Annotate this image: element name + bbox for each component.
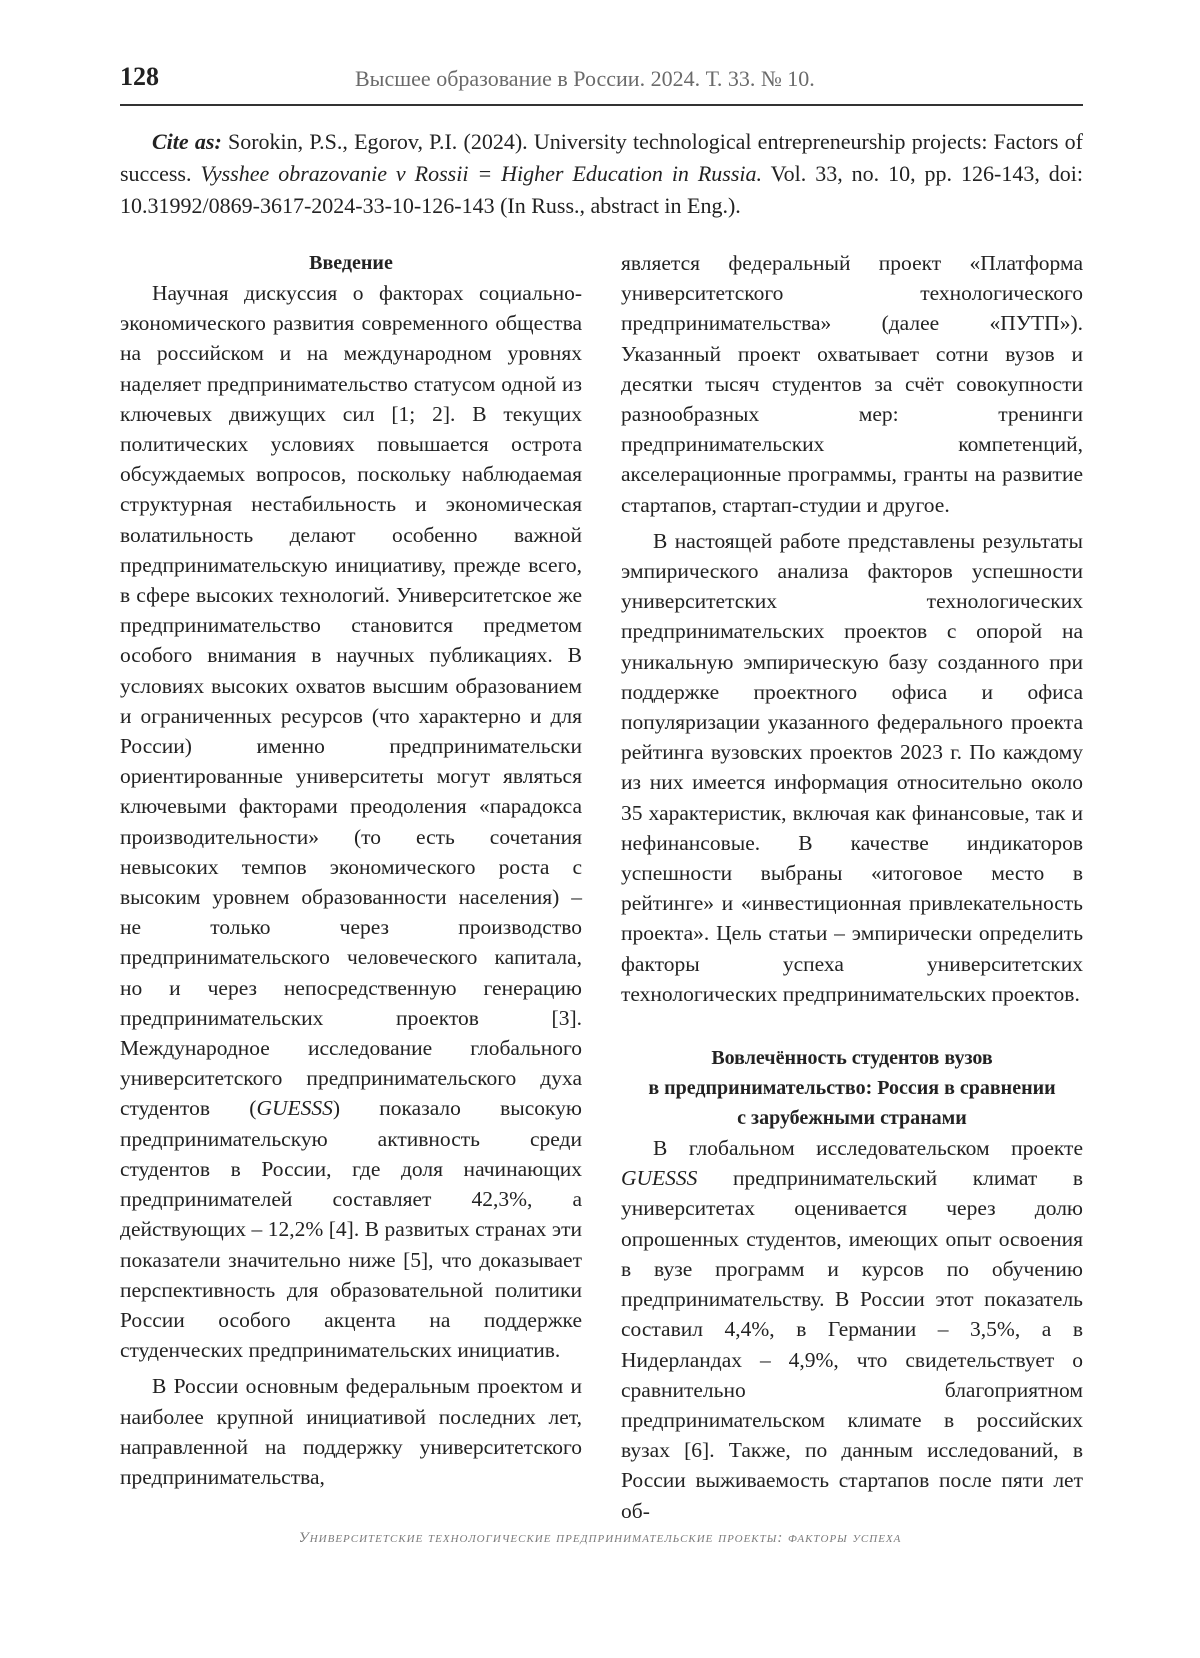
citation-label: Cite as: [152,129,222,154]
header-rule [120,104,1083,106]
paragraph [621,1133,1083,1526]
paragraph-continued: является федеральный проект «Платформа университетского технологического предпринимательства» (далее «ПУТП»). Указанный проект охватывает сотни вузов и десятки тысяч студентов за счёт совокупности разнообразных мер: тренинги предпринимательских компетенций, акселерационные программы, гранты на развитие стартапов, стартап-студии и другое. [621,251,1083,517]
paragraph [120,278,582,1365]
guesss-term: GUESSS [256,1096,333,1121]
paragraph-text: предпринимательский климат в университетах оценивается через долю опрошенных студентов, имеющих опыт освоения в вузе программ и курсов по обучению предпринимательству. В России этот показатель составил 4,4%, в Германии – 3,5%, а в Нидерландах – 4,9%, что свидетельствует о сравнительно благоприятном предпринимательском климате в российских вузах [6]. Также, по данным исследований, в России выживаемость стартапов после пяти лет об- [621,1166,1083,1523]
running-header: Высшее образование в России. 2024. Т. 33. № 10. [355,66,815,91]
paragraph-text: ) показало высокую предпринимательскую активность среди студентов в России, где доля начинающих предпринимателей составляет 42,3%, а действующих – 12,2% [4]. В развитых странах эти показатели значительно ниже [5], что доказывает перспективность для образовательной политики России особого акцента на поддержке студенческих предпринимательских инициатив. [120,1096,582,1363]
guesss-term: GUESSS [621,1166,698,1191]
paragraph: В России основным федеральным проектом и наиболее крупной инициативой последних лет, направленной на поддержку университетского предпринимательства, [120,1374,582,1489]
running-footer: Университетские технологические предпринимательские проекты: факторы успеха [298,1530,902,1546]
citation-block [120,126,1083,222]
right-column [621,248,1083,1526]
heading-line: с зарубежными странами [737,1107,967,1130]
citation-journal-title: Vysshee obrazovanie v Rossii = Higher Education in Russia. [200,161,763,186]
citation-details: Vol. 33, no. 10, pp. 126-143, doi: 10.31992/0869-3617-2024-33-10-126-143 (In Russ., abstract in Eng.). [120,161,1083,218]
paragraph: В настоящей работе представлены результаты эмпирического анализа факторов успешности университетских технологических предпринимательских проектов с опорой на уникальную эмпирическую базу созданного при поддержке проектного офиса и офиса популяризации указанного федерального проекта рейтинга вузовских проектов 2023 г. По каждому из них имеется информация относительно около 35 характеристик, включая как финансовые, так и нефинансовые. В качестве индикаторов успешности выбраны «итоговое место в рейтинге» и «инвестиционная привлекательность проекта». Цель статьи – эмпирически определить факторы успеха университетских технологических предпринимательских проектов. [621,528,1083,1006]
heading-line: в предпринимательство: Россия в сравнении [648,1077,1056,1100]
paragraph-text: Научная дискуссия о факторах социально-экономического развития современного общества на российском и на международном уровнях наделяет предпринимательство статусом одной из ключевых движущих сил [1; 2]. В текущих политических условиях повышается острота обсуждаемых вопросов, поскольку наблюдаемая структурная нестабильность и экономическая волатильность делают особенно важной предпринимательскую инициативу, прежде всего, в сфере высоких технологий. Университетское же предпринимательство становится предметом особого внимания в научных публикациях. В условиях высоких охватов высшим образованием и ограниченных ресурсов (что характерно и для России) именно предпринимательски ориентированные университеты могут являться ключевыми факторами преодоления «парадокса производительности» (то есть сочетания невысоких темпов экономического роста с высоким уровнем образованности населения) – не только через производство предпринимательского человеческого капитала, но и через непосредственную генерацию предпринимательских проектов [3]. Международное исследование глобального университетского предпринимательского духа студентов ( [120,281,582,1121]
section-heading-involvement [621,1043,1083,1133]
heading-line: Вовлечённость студентов вузов [711,1047,993,1070]
page-number: 128 [120,62,159,91]
paragraph-text: В глобальном исследовательском проекте [653,1136,1083,1161]
left-column [120,248,582,1492]
citation-authors: Sorokin, P.S., Egorov, P.I. (2024). University technological entrepreneurship projects: Factors of success. [120,129,1083,186]
section-heading-intro: Введение [309,252,393,274]
